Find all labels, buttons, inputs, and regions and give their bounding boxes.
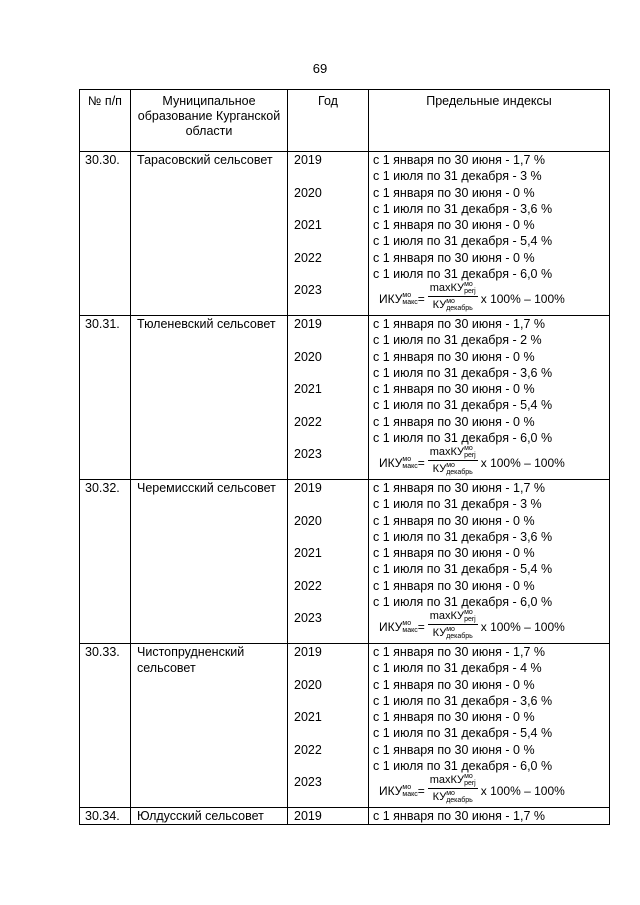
year-value: 2020 [294,185,322,200]
row-number: 30.30. [80,152,131,316]
formula-den-sub: декабрь [446,469,473,476]
formula-lhs: ИКУ [379,619,403,634]
years-cell [288,316,369,480]
index-line: с 1 июля по 31 декабря - 3,6 % [373,529,553,544]
index-line: с 1 июля по 31 декабря - 3,6 % [373,693,553,708]
header-year: Год [288,90,369,152]
formula-tail: x 100% – 100% [480,619,565,634]
formula-lhs-indices [402,456,417,470]
formula-den-indices [446,790,473,804]
index-formula [373,610,609,643]
year-value: 2022 [294,742,322,757]
year-value: 2023 [294,775,322,789]
municipality-name: Юлдусский сельсовет [131,808,288,825]
index-line: с 1 июля по 31 декабря - 3 % [373,169,542,184]
index-line: с 1 января по 30 июня - 0 % [373,414,535,429]
index-line: с 1 июля по 31 декабря - 3 % [373,497,542,512]
formula-tail: x 100% – 100% [480,783,565,798]
formula-equals: = [417,291,425,306]
formula-den-indices [446,626,473,640]
formula-lhs-sup: мо [402,783,412,791]
year-value: 2021 [294,546,322,560]
year-value: 2020 [294,513,322,528]
formula-num-sub: perj [464,616,476,623]
formula-den-sup: мо [446,298,455,305]
index-line: с 1 января по 30 июня - 0 % [373,349,535,364]
index-line: с 1 июля по 31 декабря - 5,4 % [373,726,553,741]
formula-equals: = [417,455,425,470]
formula-num-sub: perj [464,452,476,459]
index-line: с 1 июля по 31 декабря - 6,0 % [373,594,553,609]
formula-num-indices [464,281,476,295]
formula-num-main: maxКУ [429,445,465,458]
municipality-name: Черемисский сельсовет [131,480,288,644]
municipality-name: Чистопрудненский сельсовет [131,644,288,808]
formula-num-main: maxКУ [429,609,465,622]
years-cell [288,644,369,808]
formula-lhs-sub: макс [402,790,418,798]
index-line: с 1 января по 30 июня - 1,7 % [373,645,545,659]
row-number: 30.31. [80,316,131,480]
table-header-row [80,90,610,152]
formula-tail: x 100% – 100% [480,291,565,306]
formula-numerator [428,609,478,625]
formula-numerator [428,773,478,789]
table-row [80,480,610,644]
indices-cell [369,152,610,316]
index-line: с 1 января по 30 июня - 0 % [373,546,535,560]
index-line: с 1 июля по 31 декабря - 4 % [373,661,542,676]
row-number: 30.33. [80,644,131,808]
index-line: с 1 июля по 31 декабря - 5,4 % [373,562,553,577]
formula-lhs-sub: макс [402,626,418,634]
index-formula [373,774,609,807]
index-line: с 1 января по 30 июня - 0 % [373,382,535,396]
indices-cell [369,480,610,644]
year-value: 2021 [294,218,322,232]
formula-fraction [428,281,478,312]
formula-lhs-sub: макс [402,462,418,470]
formula-lhs-indices [402,620,417,634]
table-row [80,644,610,808]
formula-den-main: КУ [432,626,447,639]
index-line: с 1 января по 30 июня - 1,7 % [373,481,545,495]
index-line: с 1 января по 30 июня - 0 % [373,578,535,593]
formula-den-sub: декабрь [446,797,473,804]
formula-den-sup: мо [446,462,455,469]
years-cell [288,808,369,825]
years-cell [288,480,369,644]
formula-lhs-sup: мо [402,291,412,299]
formula-num-indices [464,773,476,787]
index-line: с 1 января по 30 июня - 0 % [373,218,535,232]
formula-den-sub: декабрь [446,305,473,312]
year-value: 2019 [294,317,322,331]
formula-lhs-sub: макс [402,298,418,306]
index-line: с 1 января по 30 июня - 1,7 % [373,809,545,823]
formula-lhs: ИКУ [379,783,403,798]
formula-den-main: КУ [432,790,447,803]
formula-equals: = [417,783,425,798]
row-number: 30.32. [80,480,131,644]
year-value: 2023 [294,611,322,625]
formula-lhs-sup: мо [402,455,412,463]
formula-lhs-indices [402,292,417,306]
header-num: № п/п [80,90,131,152]
formula-den-indices [446,462,473,476]
formula-denominator [433,625,473,640]
formula-den-indices [446,298,473,312]
year-value: 2022 [294,250,322,265]
index-line: с 1 июля по 31 декабря - 6,0 % [373,430,553,445]
table-row [80,316,610,480]
year-value: 2022 [294,414,322,429]
header-municipality: Муниципальное образование Курганской области [131,90,288,152]
year-value: 2020 [294,349,322,364]
year-value: 2022 [294,578,322,593]
municipality-name: Тюленевский сельсовет [131,316,288,480]
row-number: 30.34. [80,808,131,825]
year-value: 2023 [294,447,322,461]
formula-num-sup: мо [464,281,473,288]
formula-den-main: КУ [432,462,447,475]
index-line: с 1 января по 30 июня - 0 % [373,250,535,265]
index-line: с 1 января по 30 июня - 0 % [373,742,535,757]
index-line: с 1 июля по 31 декабря - 2 % [373,333,542,348]
header-indices: Предельные индексы [369,90,610,152]
index-line: с 1 июля по 31 декабря - 6,0 % [373,758,553,773]
formula-num-main: maxКУ [429,773,465,786]
formula-fraction [428,609,478,640]
table-row [80,152,610,316]
year-value: 2019 [294,481,322,495]
formula-num-sup: мо [464,609,473,616]
formula-lhs: ИКУ [379,455,403,470]
index-line: с 1 июля по 31 декабря - 3,6 % [373,201,553,216]
formula-numerator [428,281,478,297]
table-row [80,808,610,825]
year-value: 2021 [294,382,322,396]
formula-num-indices [464,609,476,623]
indices-cell [369,644,610,808]
index-line: с 1 января по 30 июня - 0 % [373,710,535,724]
index-line: с 1 июля по 31 декабря - 6,0 % [373,266,553,281]
index-line: с 1 января по 30 июня - 1,7 % [373,153,545,167]
formula-equals: = [417,619,425,634]
formula-denominator [433,789,473,804]
index-line: с 1 января по 30 июня - 1,7 % [373,317,545,331]
formula-num-sup: мо [464,773,473,780]
formula-num-sup: мо [464,445,473,452]
year-value: 2019 [294,153,322,167]
formula-fraction [428,773,478,804]
index-formula [373,446,609,479]
year-value: 2019 [294,645,322,659]
indices-cell [369,808,610,825]
index-line: с 1 января по 30 июня - 0 % [373,513,535,528]
formula-num-main: maxКУ [429,281,465,294]
years-cell [288,152,369,316]
formula-denominator [433,461,473,476]
formula-lhs: ИКУ [379,291,403,306]
year-value: 2019 [294,809,322,823]
index-line: с 1 июля по 31 декабря - 3,6 % [373,365,553,380]
indices-cell [369,316,610,480]
formula-den-sup: мо [446,790,455,797]
index-line: с 1 июля по 31 декабря - 5,4 % [373,398,553,413]
formula-den-sub: декабрь [446,633,473,640]
index-line: с 1 января по 30 июня - 0 % [373,185,535,200]
formula-num-sub: perj [464,288,476,295]
formula-lhs-indices [402,784,417,798]
formula-tail: x 100% – 100% [480,455,565,470]
year-value: 2020 [294,677,322,692]
formula-num-indices [464,445,476,459]
municipality-name: Тарасовский сельсовет [131,152,288,316]
formula-num-sub: perj [464,780,476,787]
formula-den-sup: мо [446,626,455,633]
tariff-index-table [79,89,610,825]
index-line: с 1 января по 30 июня - 0 % [373,677,535,692]
page-number: 69 [312,61,328,76]
formula-numerator [428,445,478,461]
year-value: 2021 [294,710,322,724]
index-formula [373,282,609,315]
formula-lhs-sup: мо [402,619,412,627]
index-line: с 1 июля по 31 декабря - 5,4 % [373,234,553,249]
formula-denominator [433,297,473,312]
formula-fraction [428,445,478,476]
formula-den-main: КУ [432,298,447,311]
year-value: 2023 [294,283,322,297]
